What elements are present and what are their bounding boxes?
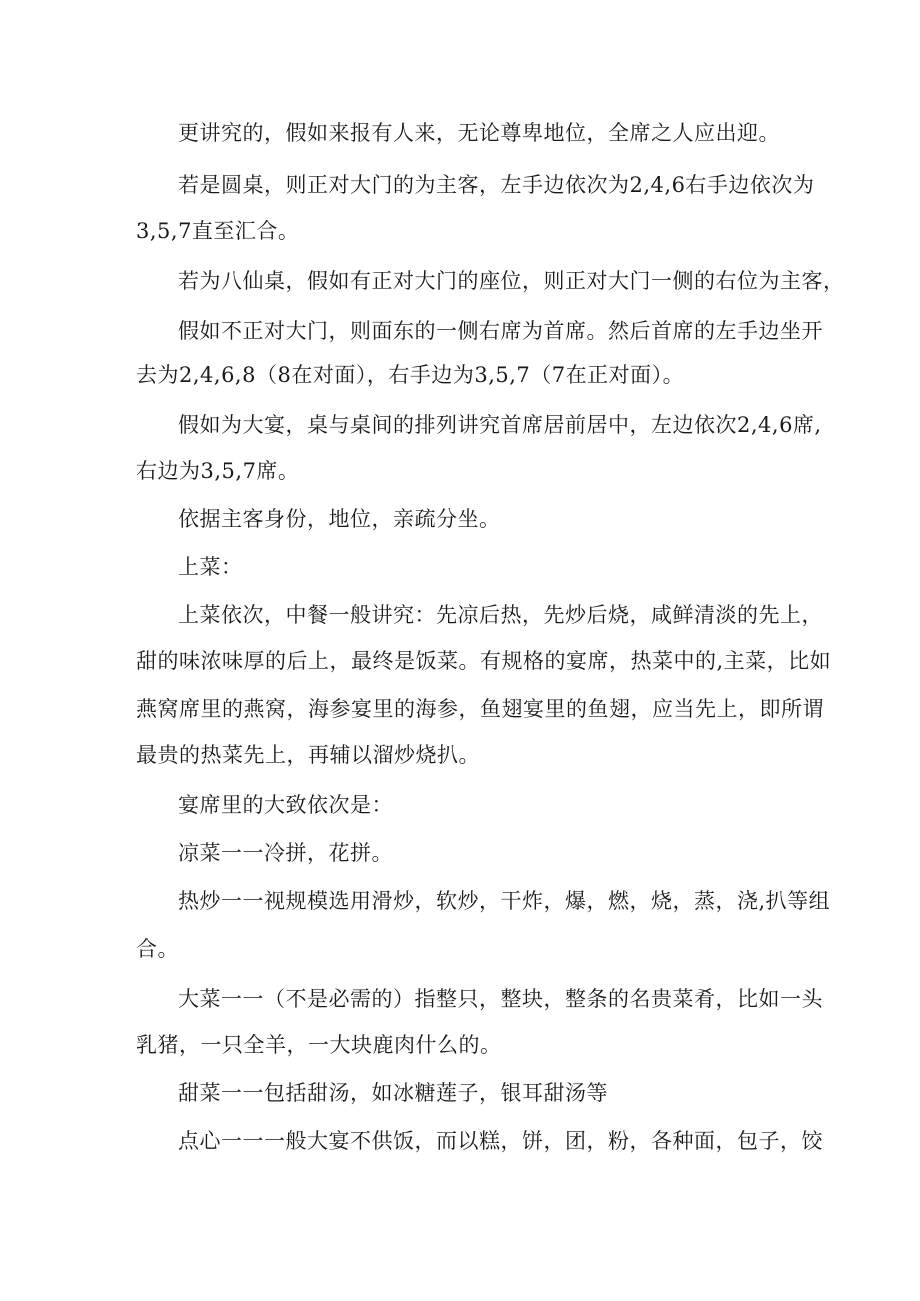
text-line: 3,5,7直至汇合。 bbox=[136, 219, 300, 243]
text-line: 燕窝席里的燕窝，海参宴里的海参，鱼翅宴里的鱼翅，应当先上，即所谓 bbox=[136, 697, 824, 721]
text-line: 更讲究的，假如来报有人来，无论尊卑地位，全席之人应出迎。 bbox=[178, 121, 780, 145]
text-line: 假如不正对大门，则面东的一侧右席为首席。然后首席的左手边坐开 bbox=[178, 319, 823, 343]
section-heading: 上菜： bbox=[178, 555, 243, 579]
text-line: 甜的味浓味厚的后上，最终是饭菜。有规格的宴席，热菜中的,主菜，比如 bbox=[136, 649, 832, 673]
text-line: 右边为3,5,7席。 bbox=[136, 459, 300, 483]
text-line: 甜菜一一包括甜汤，如冰糖莲子，银耳甜汤等 bbox=[178, 1081, 608, 1105]
text-line: 最贵的热菜先上，再辅以溜炒烧扒。 bbox=[136, 743, 480, 767]
text-line: 热炒一一视规模选用滑炒，软炒，干炸，爆，燃，烧，蒸，浇,扒等组 bbox=[178, 889, 831, 913]
text-line: 依据主客身份，地位，亲疏分坐。 bbox=[178, 507, 501, 531]
text-line: 若是圆桌，则正对大门的为主客，左手边依次为2,4,6右手边依次为 bbox=[178, 173, 815, 197]
text-line: 假如为大宴，桌与桌间的排列讲究首席居前居中，左边依次2,4,6席, bbox=[178, 413, 822, 437]
text-line: 点心一一一般大宴不供饭，而以糕，饼，团，粉，各种面，包子，饺 bbox=[178, 1129, 823, 1153]
text-line: 上菜依次，中餐一般讲究：先凉后热，先炒后烧，咸鲜清淡的先上， bbox=[178, 603, 823, 627]
text-line: 凉菜一一冷拼，花拼。 bbox=[178, 841, 393, 865]
text-line: 去为2,4,6,8（8在对面），右手边为3,5,7（7在正对面）。 bbox=[136, 363, 685, 387]
text-line: 合。 bbox=[136, 937, 179, 961]
text-line: 宴席里的大致依次是： bbox=[178, 793, 393, 817]
text-line: 乳猪，一只全羊，一大块鹿肉什么的。 bbox=[136, 1033, 502, 1057]
text-line: 大菜一一（不是必需的）指整只，整块，整条的名贵菜肴，比如一头 bbox=[178, 987, 823, 1011]
text-line: 若为八仙桌，假如有正对大门的座位，则正对大门一侧的右位为主客， bbox=[178, 269, 845, 293]
